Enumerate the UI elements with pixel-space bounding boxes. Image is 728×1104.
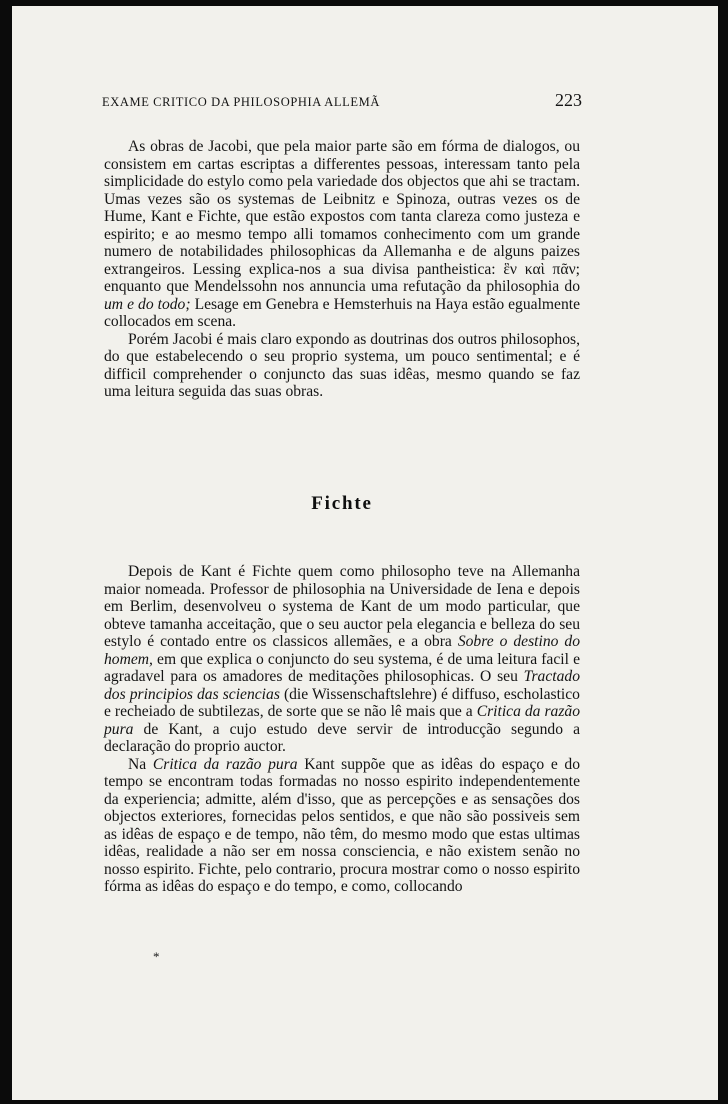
running-head (102, 90, 582, 111)
italic-title: Sobre o destino do homem, (104, 633, 580, 668)
text-block-fichte (104, 563, 580, 896)
text-block-jacobi (104, 138, 580, 401)
italic-title: Tractado dos principios das sciencias (104, 668, 580, 703)
italic-phrase: um e do todo; (104, 295, 191, 313)
paragraph-text: em que explica o conjuncto do seu systema, é de uma leitura facil e agradavel para os amadores de meditações philosophicas. O seu (104, 650, 580, 685)
paragraph-text: Depois de Kant é Fichte quem como philosopho teve na Allemanha maior nomeada. Professor de philosophia na Universidade de Iena e depois em Berlim, desenvolveu o systema de Kant de um modo particular, que obteve tamanha acceitação, que o seu auctor pela elegancia e belleza do seu estylo é contado entre os classicos allemães, e a obra (104, 563, 580, 650)
paragraph-text: Na (128, 755, 153, 773)
paragraph-fichte-intro (104, 563, 580, 756)
signature-mark: * (153, 949, 160, 964)
paragraph-jacobi-works (104, 138, 580, 331)
paragraph-text: Kant suppõe que as idêas do espaço e do tempo se encontram todas formadas no nosso espirito independentemente da experiencia; admitte, além d'isso, que as percepções e as sensações dos objectos exteriores, fornecidas pelos sentidos, e que não são possiveis sem as idêas de espaço e de tempo, não têm, do mesmo modo que estas ultimas idêas, realidade a não ser em nossa consciencia, e não existem senão no nosso espirito. Fichte, pelo contrario, procura mostrar como o nosso espirito fórma as idêas do espaço e do tempo, e como, collocando (104, 755, 580, 895)
book-page (12, 6, 718, 1100)
paragraph-kant-critique (104, 756, 580, 896)
italic-title: Critica da razão pura (104, 703, 580, 738)
paragraph-jacobi-system: Porém Jacobi é mais claro expondo as doutrinas dos outros philosophos, do que estabelecendo o seu proprio systema, um pouco sentimental; e é difficil comprehender o conjuncto das suas idêas, mesmo quando se faz uma leitura seguida das suas obras. (104, 330, 580, 400)
paragraph-text: Lesage em Genebra e Hemsterhuis na Haya estão egualmente collocados em scena. (104, 295, 580, 330)
paragraph-text: As obras de Jacobi, que pela maior parte são em fórma de dialogos, ou consistem em cartas escriptas a differentes pessoas, interessam tanto pela simplicidade do estylo como pela variedade dos objectos que ahi se tractam. Umas vezes são os systemas de Leibnitz e Spinoza, outras vezes os de Hume, Kant e Fichte, que estão expostos com tanta clareza como justeza e espirito; e ao mesmo tempo alli tomamos conhecimento com um grande numero de notabilidades philosophicas da Allemanha e de alguns paizes extrangeiros. Lessing explica-nos a sua divisa pantheistica: ἓν καὶ πᾶν; enquanto que Mendelssohn nos annuncia uma refutação da philosophia do (104, 138, 580, 295)
paragraph-text: (die Wissenschaftslehre) é diffuso, escholastico e recheiado de subtilezas, de sorte que se não lê mais que a (104, 685, 580, 720)
running-title: EXAME CRITICO DA PHILOSOPHIA ALLEMÃ (102, 95, 380, 109)
section-heading-fichte: Fichte (311, 493, 373, 514)
page-number: 223 (555, 90, 582, 110)
paragraph-text: de Kant, a cujo estudo deve servir de introducção segundo a declaração do proprio auctor. (104, 720, 580, 755)
italic-title: Critica da razão pura (152, 755, 298, 773)
